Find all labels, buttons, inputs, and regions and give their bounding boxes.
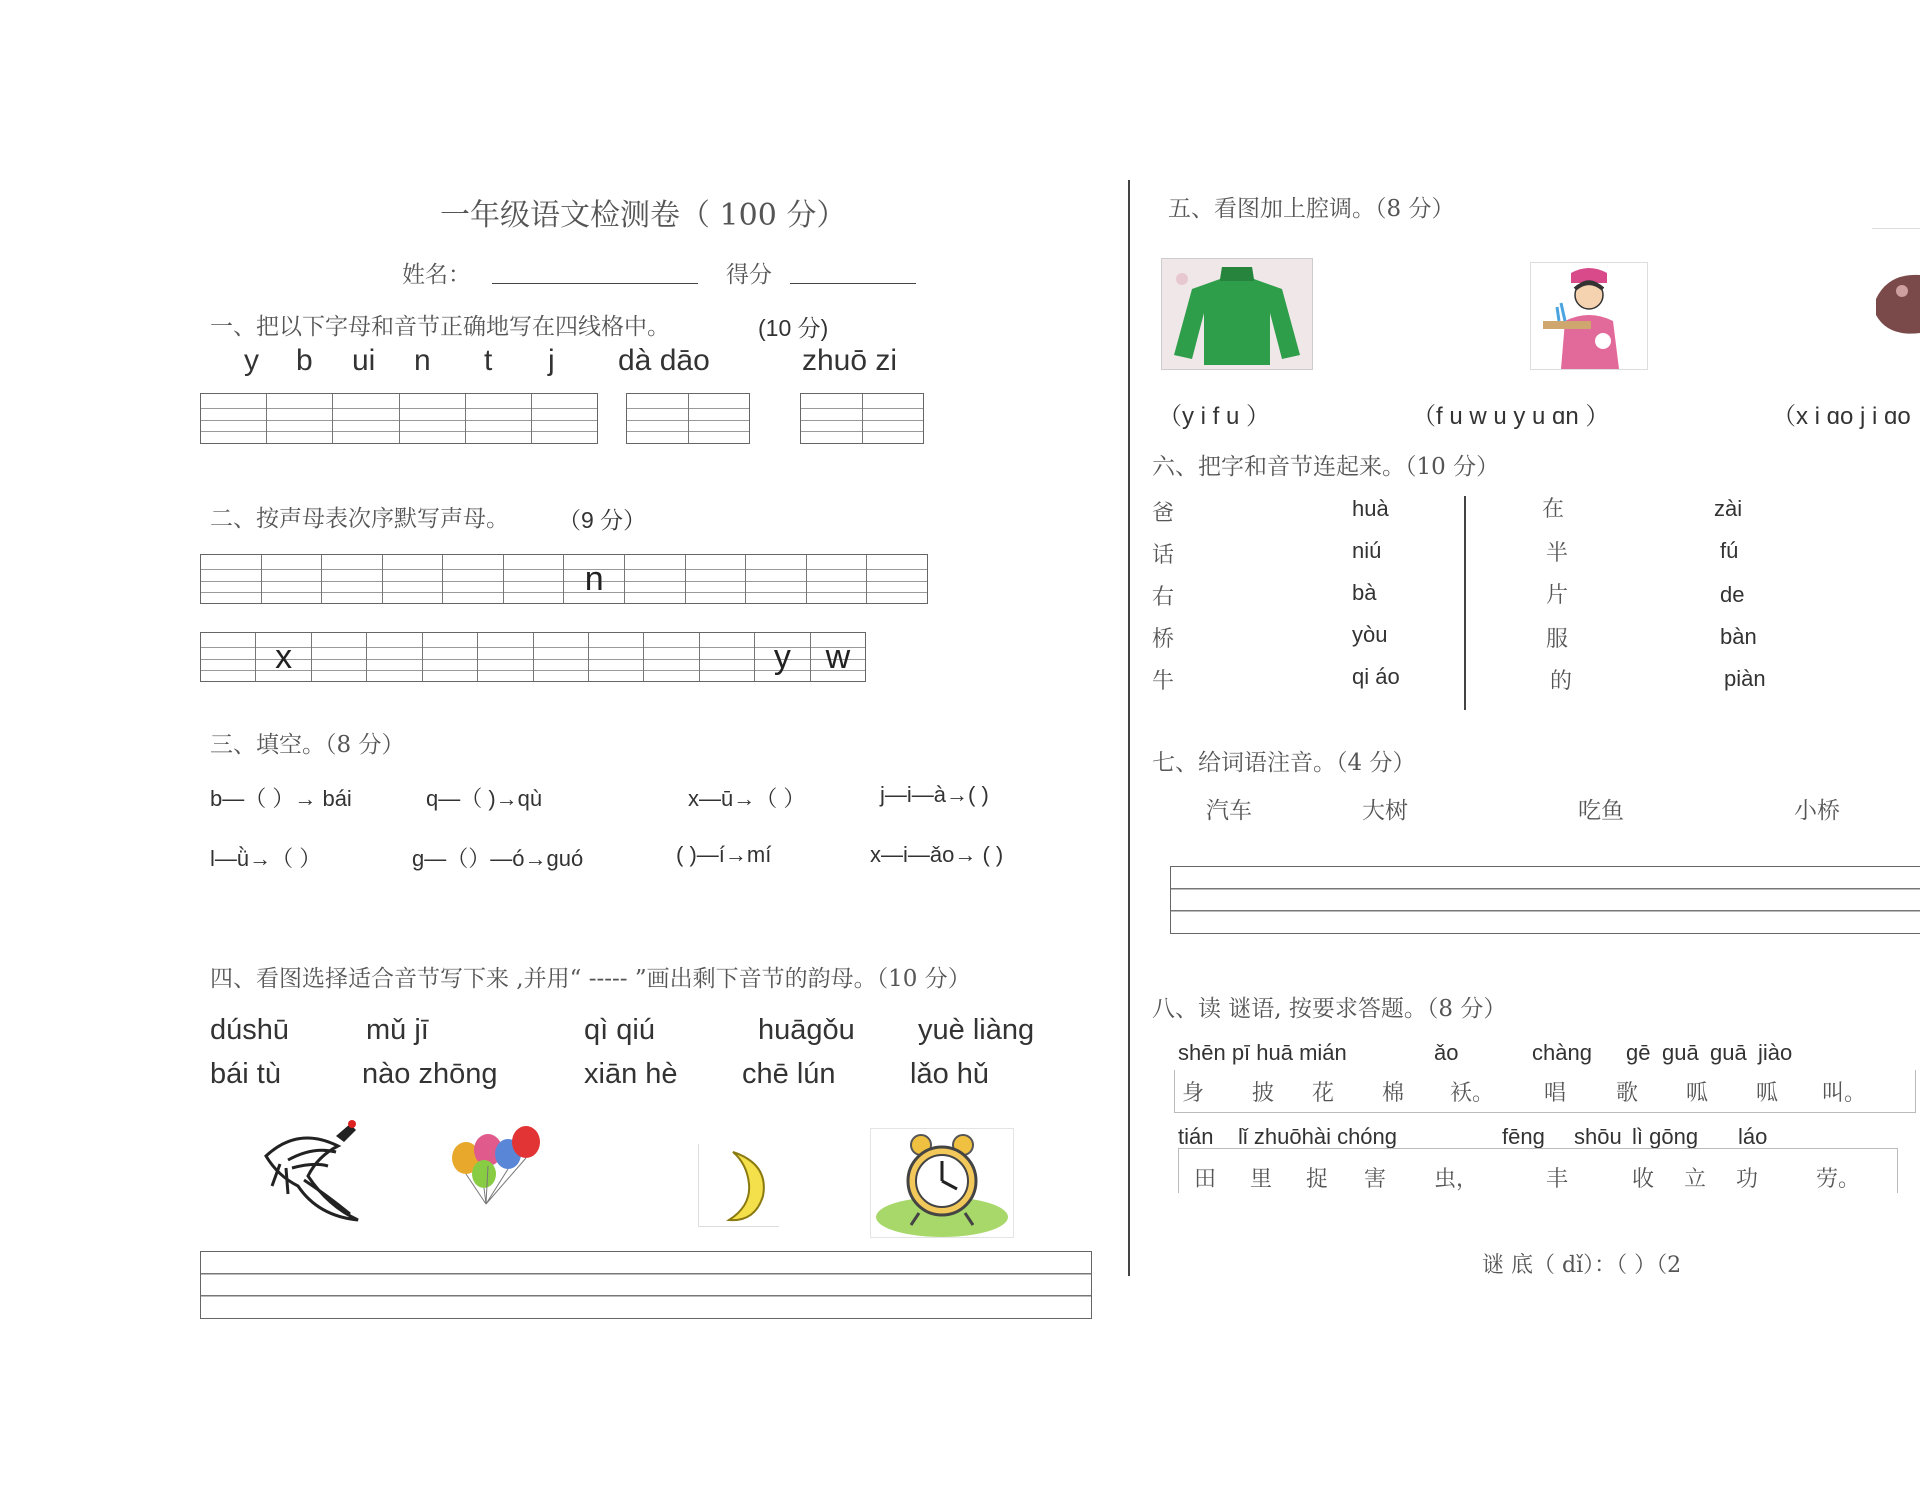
- s2-points: （9 分）: [558, 507, 647, 533]
- s5-title: 五、看图加上腔调。（8 分）: [1168, 196, 1455, 222]
- score-blank[interactable]: [790, 283, 916, 284]
- s6-right-pinyin: bàn: [1720, 624, 1757, 649]
- s6-left-pinyin: yòu: [1352, 622, 1388, 647]
- s3-row2-item: g—（）—ó→guó: [412, 846, 584, 871]
- s1-letter: t: [484, 344, 493, 377]
- s1-letter: ui: [352, 344, 376, 377]
- s2-given-letter: w: [825, 637, 851, 676]
- sweater-image: [1161, 258, 1313, 370]
- s6-left-pinyin: niú: [1352, 538, 1382, 563]
- s4-row1-word: yuè liàng: [918, 1014, 1035, 1046]
- s4-row2-word: bái tù: [210, 1058, 281, 1090]
- s7-title: 七、给词语注音。（4 分）: [1152, 750, 1416, 776]
- s3-row2-item: ( )—í→mí: [676, 842, 772, 867]
- s8-answer[interactable]: 谜 底（ dǐ）：（ ）（2: [1482, 1253, 1682, 1278]
- s1-letter: n: [414, 344, 431, 377]
- page-title: 一年级语文检测卷（ 100 分）: [440, 198, 847, 233]
- s6-left-pinyin: huà: [1352, 496, 1389, 521]
- s3-row1-item: j—i—à→( ): [880, 782, 989, 807]
- s5-caption: （x i ɑo j i ɑo: [1772, 403, 1911, 430]
- s8-title: 八、读 谜语, 按要求答题。（8 分）: [1152, 996, 1507, 1022]
- s6-right-pinyin: piàn: [1724, 666, 1766, 691]
- s4-row1-word: dúshū: [210, 1014, 290, 1046]
- s3-row1-item: q—（ )→qù: [426, 786, 543, 811]
- s6-right-pinyin: fú: [1720, 538, 1739, 563]
- s1-title: 一、把以下字母和音节正确地写在四线格中。: [210, 314, 670, 340]
- s2-grid-row1[interactable]: [200, 554, 928, 604]
- s7-word: 吃鱼: [1578, 798, 1624, 824]
- s1-letter: y: [244, 344, 259, 377]
- s5-caption: （f u w u y u ɑn ）: [1412, 403, 1610, 430]
- car-toy-image: [1872, 228, 1920, 361]
- s3-row1-item: b—（ ）→ bái: [210, 786, 352, 811]
- balloons-image: [436, 1124, 546, 1206]
- crane-image: [258, 1116, 368, 1224]
- s4-row1-word: mǔ jī: [366, 1014, 429, 1046]
- s1-word2: zhuō zi: [802, 344, 898, 377]
- s1-letters: [244, 344, 897, 378]
- column-divider: [1128, 180, 1130, 1276]
- s3-row2-item: x—i—ǎo→ ( ): [870, 842, 1004, 867]
- s6-left-char: 牛: [1152, 669, 1175, 694]
- s4-row2-word: chē lún: [742, 1058, 836, 1090]
- s2-grid-row2[interactable]: [200, 632, 866, 682]
- s2-given-letter: x: [256, 633, 311, 681]
- s7-word: 小桥: [1794, 798, 1840, 824]
- name-blank[interactable]: [492, 283, 698, 284]
- s6-right-pinyin: de: [1720, 582, 1745, 607]
- s3-row1-item: x—ū→（ ）: [688, 786, 806, 811]
- s8-pinyin-row1: shēn pī huā mián ǎo chàng gē guā guā jiào: [1178, 1040, 1793, 1065]
- s4-row2-word: lǎo hǔ: [910, 1058, 990, 1090]
- nurse-image: [1530, 262, 1648, 370]
- s6-left-char: 桥: [1152, 627, 1175, 652]
- s3-title: 三、填空。（8 分）: [210, 732, 405, 758]
- s8-chars-row2: 田 里 捉 害 虫， 丰 收 立 功 劳。: [1194, 1167, 1861, 1192]
- s3-row2-item: l—ǜ→（ ）: [210, 846, 322, 871]
- name-label: 姓名：: [402, 262, 471, 288]
- s6-right-char: 在: [1542, 497, 1565, 522]
- s2-given-letter: n: [564, 555, 625, 603]
- s4-title: 四、看图选择适合音节写下来 ,并用“ ----- ”画出剩下音节的韵母。（10 分）: [210, 966, 971, 992]
- s4-row1-word: huāgǒu: [758, 1014, 855, 1046]
- s6-right-char: 半: [1546, 541, 1569, 566]
- score-label: 得分: [726, 262, 772, 288]
- s1-grid-word1[interactable]: [626, 393, 750, 444]
- s2-title: 二、按声母表次序默写声母。: [210, 506, 509, 532]
- alarm-clock-image: [870, 1128, 1014, 1238]
- s2-given-letter: y: [755, 633, 810, 681]
- s1-grid-letters[interactable]: [200, 393, 598, 444]
- s1-points: (10 分): [758, 315, 829, 341]
- moon-image: [698, 1144, 779, 1227]
- s1-letter: j: [548, 344, 555, 377]
- s6-left-char: 右: [1152, 585, 1175, 610]
- s1-letter: b: [296, 344, 313, 377]
- s4-writing-lines[interactable]: [200, 1251, 1092, 1319]
- s1-word1: dà dāo: [618, 344, 710, 377]
- s5-caption: （y i f u ）: [1158, 403, 1271, 430]
- s6-divider: [1464, 496, 1466, 710]
- s6-left-pinyin: qi áo: [1352, 664, 1400, 689]
- s6-right-pinyin: zài: [1714, 496, 1743, 521]
- s6-right-char: 的: [1550, 669, 1573, 694]
- s6-left-char: 话: [1152, 543, 1175, 568]
- s4-row1-word: qì qiú: [584, 1014, 655, 1046]
- s8-pinyin-row2: tián lǐ zhuōhài chóng fēng shōu lì gōng láo: [1178, 1124, 1768, 1149]
- s6-title: 六、把字和音节连起来。（10 分）: [1152, 454, 1500, 480]
- s7-word: 汽车: [1206, 798, 1252, 824]
- s6-left-char: 爸: [1152, 501, 1175, 526]
- s6-right-char: 服: [1546, 627, 1569, 652]
- s6-right-char: 片: [1546, 583, 1569, 608]
- s6-left-pinyin: bà: [1352, 580, 1377, 605]
- s1-grid-word2[interactable]: [800, 393, 924, 444]
- s4-row2-word: xiān hè: [584, 1058, 678, 1090]
- s7-writing-lines[interactable]: [1170, 866, 1920, 934]
- s8-chars-row1: 身 披 花 棉 袄。 唱 歌 呱 呱 叫。: [1182, 1081, 1867, 1106]
- s4-row2-word: nào zhōng: [362, 1058, 498, 1090]
- s7-word: 大树: [1362, 798, 1408, 824]
